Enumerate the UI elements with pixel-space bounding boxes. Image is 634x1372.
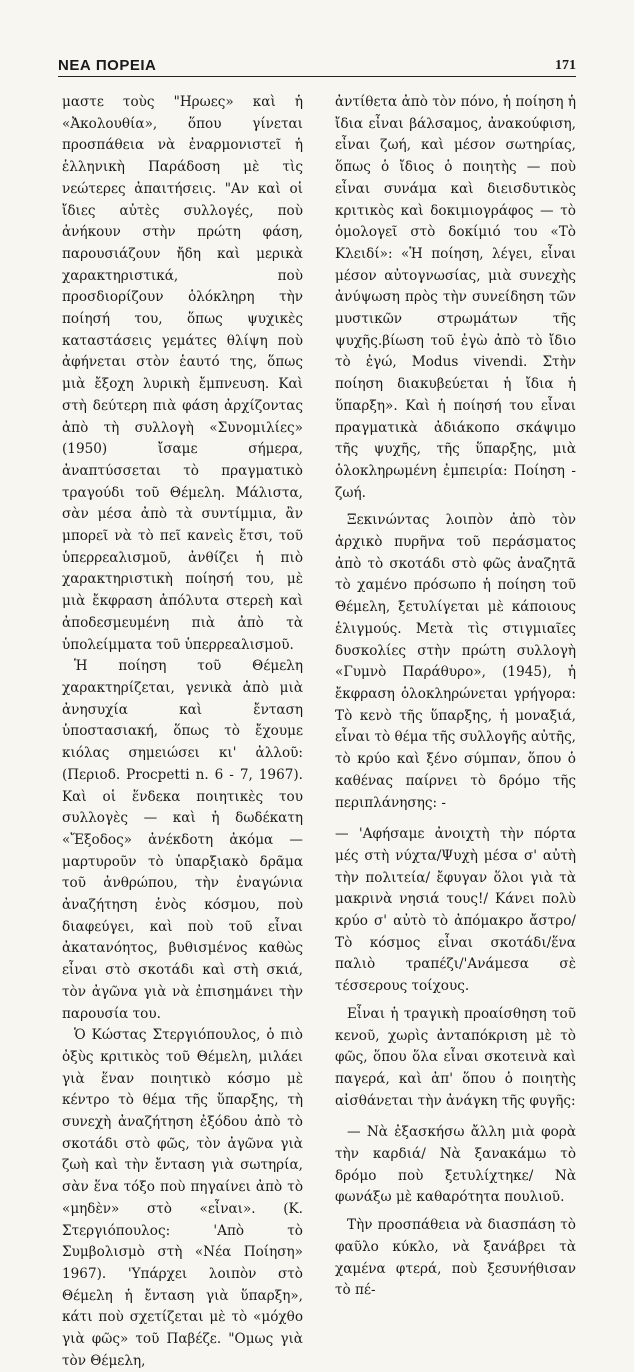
paragraph: μαστε τοὺς "Ηρωες» καὶ ἡ «Ἀκολουθία», ὅπου γίνεται προσπάθεια νὰ ἐναρμονιστεῖ ἡ ἑλληνικὴ Παράδοση μὲ τὶς νεώτερες ἀπαιτήσεις. "Αν καὶ οἱ ἴδιες αὐτὲς συλλογές, ποὺ ἀνήκουν στὴν πρώτη φάση, παρουσιάζουν ἤδη καὶ μερικὰ χαρακτηριστικά, ποὺ προσδιορίζουν ὁλόκληρη τὴν ποίησή του, ὅπως ψυχικὲς καταστάσεις γεμάτες θλίψη ποὺ ἀφήνεται στὸν ἑαυτό της, ὅπως μιὰ ἔξοχη λυρικὴ ἔμπνευση. Καὶ στὴ δεύτερη πιὰ φάση ἀρχίζοντας ἀπὸ τὴ συλλογὴ «Συνομιλίες» (1950) ἴσαμε σήμερα, ἀναπτύσσεται τὸ πραγματικὸ τραγούδι τοῦ Θέμελη. Μάλιστα, σὰν μέσα ἀπὸ τὰ συντίμμια, ἂν μπορεῖ νὰ τὸ πεῖ κανεὶς ἔτσι, τοῦ ὑπερρεαλισμοῦ, ἀνθίζει ἡ πιὸ χαρακτηριστικὴ ποίησή του, μὲ μιὰ ἔκφραση ἀπόλυτα στερεὴ καὶ ἀποδεσμευμένη πιὰ ἀπὸ τὰ ὑπολείμματα τοῦ ὑπερρεαλισμοῦ. — [62, 94, 303, 653]
text-columns — [62, 92, 576, 1372]
running-header — [58, 48, 576, 77]
paragraph: Ξεκινώντας λοιπὸν ἀπὸ τὸν ἀρχικὸ πυρῆνα τοῦ περάσματος ἀπὸ τὸ σκοτάδι στὸ φῶς ἀναζητᾶ τὸ χαμένο πρόσωπο ἡ ποίηση τοῦ Θέμελη, ξετυλίγεται μὲ κάποιους ἑλιγμούς. Μετὰ τὶς στιγμιαῖες δυσκολίες στὴν πρώτη συλλογὴ «Γυμνὸ Παράθυρο», (1945), ἡ ἔκφραση ὁλοκληρώνεται γρήγορα: Τὸ κενὸ τῆς ὕπαρξης, ἡ μοναξιά, εἶναι τὸ θέμα τῆς συλλογῆς αὐτῆς, τὸ κρύο καὶ ξένο σύμπαν, ὅπου ὁ καθένας παίρνει τὸ δρόμο τῆς περιπλάνησης: - — [335, 512, 576, 811]
poem-quote: — 'Αφήσαμε ἀνοιχτὴ τὴν πόρτα μές στὴ νύχτα/Ψυχὴ μέσα σ' αὐτὴ τὴν πολιτεία/ ἔφυγαν ὅλοι γιὰ τὰ μακρινὰ νησιά τους!/ Κάνει πολὺ κρύο σ' αὐτὸ τὸ ἀπόμακρο ἄστρο/ Τὸ κόσμος εἶναι σκοτάδι/ἕνα παλιὸ τραπέζι/'Ανάμεσα σὲ τέσσερους τοίχους. — [335, 826, 576, 995]
paragraph: ἀντίθετα ἀπὸ τὸν πόνο, ἡ ποίηση ἡ ἴδια εἶναι βάλσαμος, ἀνακούφιση, εἶναι ζωή, καὶ μέσον σωτηρίας, ὅπως ὁ ἴδιος ὁ ποιητὴς — ποὺ εἶναι συνάμα καὶ διεισδυτικὸς κριτικὸς καὶ δοκιμιογράφος — τὸ ὁμολογεῖ στὸ δοκίμιό του «Τὸ Κλειδί»: «Ἡ ποίηση, λέγει, εἶναι μέσον αὐτογνωσίας, μιὰ συνεχὴς ἀνύψωση πρὸς τὴν συνείδηση τῶν μυστικῶν στρωμάτων τῆς ψυχῆς.βίωση τοῦ ἐγὼ ἀπὸ τὸ ἴδιο τὸ ἐγώ, Modus vivendi. Στὴν ποίηση διακυβεύεται ἡ ἴδια ἡ ὕπαρξη». Καὶ ἡ ποίησή του εἶναι πραγματικὰ ἀδιάκοπο σκάψιμο τῆς ψυχῆς, τῆς ὕπαρξης, μιὰ ὁλοκληρωμένη ἐμπειρία: Ποίηση - ζωή. — [335, 94, 576, 501]
paragraph: Τὴν προσπάθεια νὰ διασπάση τὸ φαῦλο κύκλο, νὰ ξανάβρει τὰ χαμένα φτερά, ποὺ ξεσυνήθισαν τὸ πέ- — [335, 1217, 576, 1299]
paragraph: Ἡ ποίηση τοῦ Θέμελη χαρακτηρίζεται, γενικὰ ἀπὸ μιὰ ἀνησυχία καὶ ἔνταση ὑποστασιακή, ὅπως τὸ ἔχουμε κιόλας σημειώσει κι' ἀλλοῦ: (Περιοδ. Procpetti n. 6 - 7, 1967). Καὶ οἱ ἕνδεκα ποιητικὲς του συλλογὲς — καὶ ἡ δωδέκατη «Ἔξοδος» ἀνέκδοτη ἀκόμα — μαρτυροῦν τὸ ὑπαρξιακὸ δρᾶμα τοῦ ἀνθρώπου, τὴν ἐναγώνια ἀναζήτηση ἑνὸς κόσμου, ποὺ διαφεύγει, καὶ ποὺ τοῦ εἶναι ἀκατανόητος, βυθισμένος καθὼς εἶναι στὸ σκοτάδι καὶ στὴ σκιά, τὸν ἀγῶνα γιὰ νὰ ἐπισημάνει τὴν παρουσία του. — [62, 658, 303, 1022]
poem-quote: — Νὰ ἐξασκήσω ἄλλη μιὰ φορὰ τὴν καρδιά/ Νὰ ξανακάμω τὸ δρόμο ποὺ ξετυλίχτηκε/ Νὰ φωνάξω μὲ καθαρότητα πουλιοῦ. — [335, 1124, 576, 1206]
paragraph: Εἶναι ἡ τραγικὴ προαίσθηση τοῦ κενοῦ, χωρὶς ἀνταπόκριση μὲ τὸ φῶς, ὅπου ὅλα εἶναι σκοτεινὰ καὶ παγερά, καὶ ἀπ' ὅπου ὁ ποιητὴς αἰσθάνεται τὴν ἀνάγκη τῆς φυγῆς: — [335, 1005, 576, 1109]
left-column — [62, 92, 303, 1372]
paragraph: Ὁ Κώστας Στεργιόπουλος, ὁ πιὸ ὀξὺς κριτικὸς τοῦ Θέμελη, μιλάει γιὰ ἕναν ποιητικὸ κόσμο μὲ κέντρο τὸ θέμα τῆς ὕπαρξης, τὴ συνεχὴ ἀναζήτηση ἐξόδου ἀπὸ τὸ σκοτάδι στὸ φῶς, τὸν ἀγῶνα γιὰ ζωὴ καὶ τὴν ἔνταση γιὰ σωτηρία, σὰν ἕνα τόξο ποὺ πηγαίνει ἀπὸ τὸ «μηδὲν» στὸ «εἶναι». (Κ. Στεργιόπουλος: 'Απὸ τὸ Συμβολισμὸ στὴ «Νέα Ποίηση» 1967). 'Υπάρχει λοιπὸν στὸ Θέμελη ἡ ἔνταση γιὰ ὕπαρξη», κάτι ποὺ σχετίζεται μὲ τὸ «μόχθο γιὰ φῶς» τοῦ Παβέζε. "Ομως γιὰ τὸν Θέμελη, — [62, 1027, 303, 1369]
page-number: 171 — [555, 58, 576, 73]
right-column — [335, 92, 576, 1372]
journal-title: ΝΕΑ ΠΟΡΕΙΑ — [58, 57, 157, 74]
